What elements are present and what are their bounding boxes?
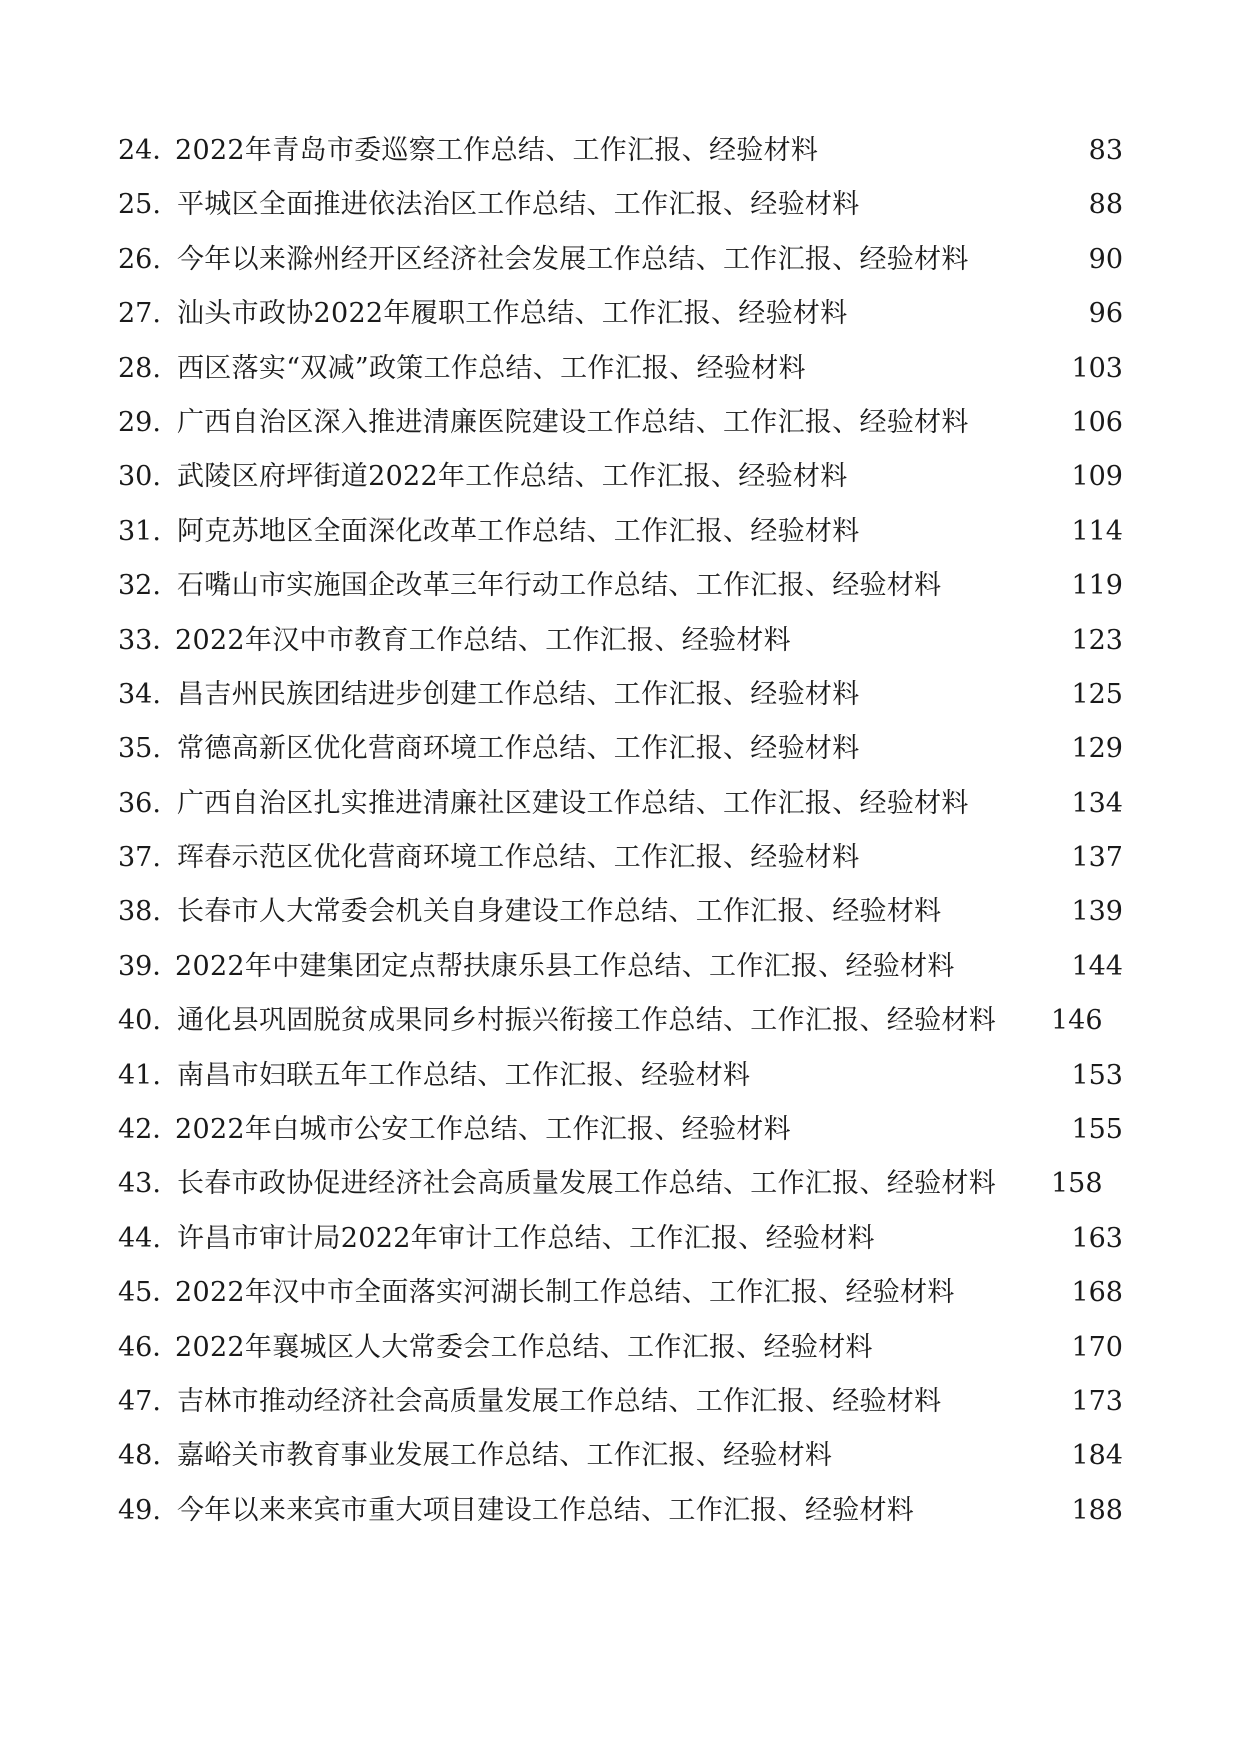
toc-entry-title[interactable]: 通化县巩固脱贫成果同乡村振兴衔接工作总结、工作汇报、经验材料 (177, 1005, 996, 1037)
toc-entry[interactable] (0, 559, 1240, 613)
toc-entry[interactable] (0, 1157, 1240, 1211)
toc-entry-page-number: 106 (1071, 406, 1123, 438)
toc-entry-number: 39． (118, 950, 180, 982)
toc-entry-number: 37. (118, 842, 161, 874)
toc-entry-number: 35. (118, 733, 161, 765)
toc-entry-title[interactable]: 广西自治区扎实推进清廉社区建设工作总结、工作汇报、经验材料 (177, 787, 969, 819)
toc-entry-title[interactable]: 长春市政协促进经济社会高质量发展工作总结、工作汇报、经验材料 (177, 1168, 996, 1200)
toc-entry-page-number: 88 (1088, 189, 1123, 221)
toc-entry[interactable] (0, 124, 1240, 178)
toc-entry[interactable] (0, 1429, 1240, 1483)
toc-entry[interactable] (0, 1321, 1240, 1375)
toc-entry-title[interactable]: 石嘴山市实施国企改革三年行动工作总结、工作汇报、经验材料 (177, 570, 942, 602)
toc-entry-number: 43. (118, 1168, 161, 1200)
toc-entry-title[interactable]: 西区落实“双减”政策工作总结、工作汇报、经验材料 (177, 352, 806, 384)
toc-entry-title[interactable]: 嘉峪关市教育事业发展工作总结、工作汇报、经验材料 (177, 1440, 833, 1472)
toc-entry-title[interactable]: 许昌市审计局2022年审计工作总结、工作汇报、经验材料 (177, 1222, 875, 1254)
toc-entry-number: 25. (118, 189, 161, 221)
toc-entry[interactable] (0, 287, 1240, 341)
toc-entry[interactable] (0, 1212, 1240, 1266)
toc-entry[interactable] (0, 885, 1240, 939)
toc-entry-number: 47. (118, 1385, 161, 1417)
toc-entry-title[interactable]: 长春市人大常委会机关自身建设工作总结、工作汇报、经验材料 (177, 896, 942, 928)
toc-entry-number: 32. (118, 570, 161, 602)
toc-entry[interactable] (0, 1049, 1240, 1103)
toc-entry-page-number: 155 (1071, 1114, 1123, 1146)
toc-entry[interactable] (0, 831, 1240, 885)
toc-entry-page-number: 109 (1071, 461, 1123, 493)
toc-entry-number: 31. (118, 515, 161, 547)
toc-entry-page-number: 188 (1071, 1494, 1123, 1526)
toc-entry-page-number: 114 (1071, 515, 1123, 547)
toc-entry-page-number: 173 (1071, 1385, 1123, 1417)
toc-entry-title[interactable]: 吉林市推动经济社会高质量发展工作总结、工作汇报、经验材料 (177, 1385, 942, 1417)
toc-entry-number: 48. (118, 1440, 161, 1472)
toc-entry-page-number: 158 (1051, 1168, 1103, 1200)
toc-entry-page-number: 153 (1071, 1059, 1123, 1091)
toc-entry-number: 24． (118, 135, 180, 166)
toc-entry-page-number: 139 (1071, 896, 1123, 928)
toc-entry[interactable] (0, 668, 1240, 722)
toc-entry-page-number: 83 (1088, 135, 1123, 166)
toc-entry-page-number: 144 (1071, 950, 1123, 982)
toc-entry[interactable] (0, 1484, 1240, 1538)
toc-entry-number: 49. (118, 1494, 161, 1526)
toc-entry[interactable] (0, 1266, 1240, 1320)
toc-entry-number: 29. (118, 406, 161, 438)
toc-entry-number: 38. (118, 896, 161, 928)
toc-entry-number: 27. (118, 298, 161, 330)
toc-entry-number: 28. (118, 352, 161, 384)
toc-entry-page-number: 119 (1071, 570, 1123, 602)
toc-entry-title[interactable]: 汕头市政协2022年履职工作总结、工作汇报、经验材料 (177, 298, 848, 330)
toc-entry-title[interactable]: 今年以来滁州经开区经济社会发展工作总结、工作汇报、经验材料 (177, 243, 969, 275)
toc-entry-title[interactable]: 阿克苏地区全面深化改革工作总结、工作汇报、经验材料 (177, 515, 860, 547)
toc-entry-page-number: 184 (1071, 1440, 1123, 1472)
toc-entry-title[interactable]: 常德高新区优化营商环境工作总结、工作汇报、经验材料 (177, 733, 860, 765)
toc-entry-page-number: 123 (1071, 624, 1123, 656)
toc-entry-title[interactable]: 2022年中建集团定点帮扶康乐县工作总结、工作汇报、经验材料 (175, 950, 955, 982)
toc-entry-number: 34. (118, 678, 161, 710)
toc-entry[interactable] (0, 1375, 1240, 1429)
toc-entry[interactable] (0, 450, 1240, 504)
toc-entry-number: 41. (118, 1059, 161, 1091)
toc-entry[interactable] (0, 940, 1240, 994)
toc-entry-page-number: 103 (1071, 352, 1123, 384)
toc-entry-title[interactable]: 武陵区府坪街道2022年工作总结、工作汇报、经验材料 (177, 461, 848, 493)
toc-entry-page-number: 96 (1088, 298, 1123, 330)
toc-entry-number: 46． (118, 1331, 180, 1363)
toc-entry[interactable] (0, 722, 1240, 776)
toc-entry[interactable] (0, 342, 1240, 396)
toc-entry-page-number: 90 (1088, 243, 1123, 275)
toc-entry-number: 30. (118, 461, 161, 493)
toc-entry-title[interactable]: 珲春示范区优化营商环境工作总结、工作汇报、经验材料 (177, 842, 860, 874)
toc-entry-number: 26. (118, 243, 161, 275)
table-of-contents (0, 124, 1240, 1538)
toc-entry-title[interactable]: 2022年汉中市教育工作总结、工作汇报、经验材料 (175, 624, 791, 656)
toc-entry-page-number: 168 (1071, 1277, 1123, 1309)
toc-entry-number: 40. (118, 1005, 161, 1037)
toc-entry-title[interactable]: 2022年汉中市全面落实河湖长制工作总结、工作汇报、经验材料 (175, 1277, 955, 1309)
toc-entry-number: 33． (118, 624, 180, 656)
toc-entry-number: 45． (118, 1277, 180, 1309)
toc-entry[interactable] (0, 777, 1240, 831)
toc-entry[interactable] (0, 505, 1240, 559)
toc-entry-title[interactable]: 2022年襄城区人大常委会工作总结、工作汇报、经验材料 (175, 1331, 873, 1363)
toc-entry-number: 44. (118, 1222, 161, 1254)
toc-entry-title[interactable]: 南昌市妇联五年工作总结、工作汇报、经验材料 (177, 1059, 751, 1091)
toc-entry-title[interactable]: 昌吉州民族团结进步创建工作总结、工作汇报、经验材料 (177, 678, 860, 710)
toc-entry[interactable] (0, 396, 1240, 450)
toc-entry-number: 42． (118, 1114, 180, 1146)
toc-entry-page-number: 137 (1071, 842, 1123, 874)
toc-entry-number: 36. (118, 787, 161, 819)
toc-entry-title[interactable]: 平城区全面推进依法治区工作总结、工作汇报、经验材料 (177, 189, 860, 221)
toc-entry[interactable] (0, 614, 1240, 668)
toc-entry-page-number: 125 (1071, 678, 1123, 710)
toc-entry-title[interactable]: 2022年白城市公安工作总结、工作汇报、经验材料 (175, 1114, 791, 1146)
toc-entry-title[interactable]: 今年以来来宾市重大项目建设工作总结、工作汇报、经验材料 (177, 1494, 915, 1526)
toc-entry[interactable] (0, 178, 1240, 232)
toc-entry-title[interactable]: 2022年青岛市委巡察工作总结、工作汇报、经验材料 (175, 135, 819, 166)
toc-entry[interactable] (0, 233, 1240, 287)
toc-entry-page-number: 134 (1071, 787, 1123, 819)
toc-entry[interactable] (0, 1103, 1240, 1157)
toc-entry-page-number: 146 (1051, 1005, 1103, 1037)
toc-entry-title[interactable]: 广西自治区深入推进清廉医院建设工作总结、工作汇报、经验材料 (177, 406, 969, 438)
toc-entry[interactable] (0, 994, 1240, 1048)
toc-entry-page-number: 170 (1071, 1331, 1123, 1363)
toc-entry-page-number: 129 (1071, 733, 1123, 765)
toc-entry-page-number: 163 (1071, 1222, 1123, 1254)
